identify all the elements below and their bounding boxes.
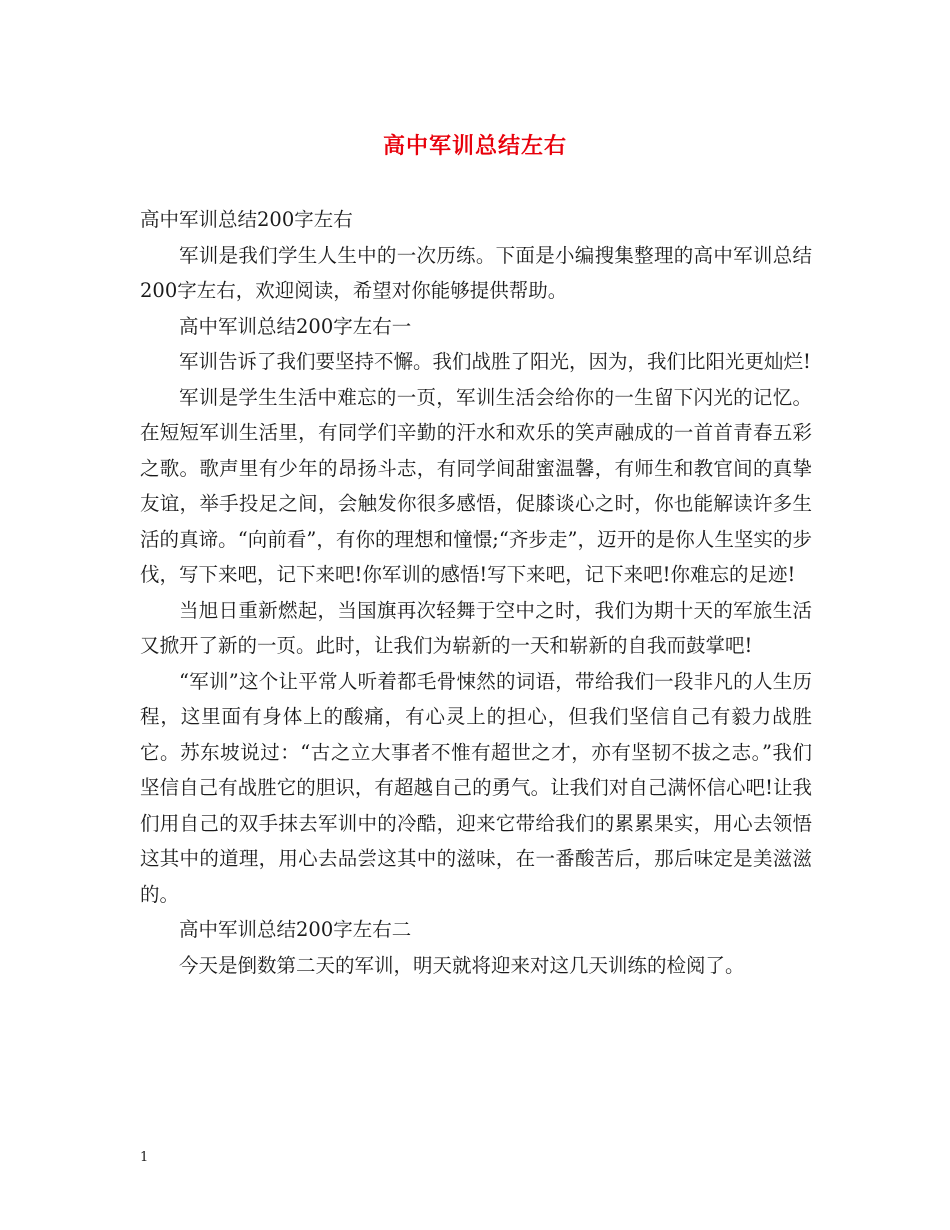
body-paragraph: 军训是学生生活中难忘的一页，军训生活会给你的一生留下闪光的记忆。在短短军训生活里，有同学们辛勤的汗水和欢乐的笑声融成的一首首青春五彩之歌。歌声里有少年的昂扬斗志，有同学间甜蜜温馨，有师生和教官间的真挚友谊，举手投足之间，会触发你很多感悟，促膝谈心之时，你也能解读许多生活的真谛。“向前看”，有你的理想和憧憬;“齐步走”，迈开的是你人生坚实的步伐，写下来吧，记下来吧!你军训的感悟!写下来吧，记下来吧!你难忘的足迹! [140, 385, 812, 586]
section-heading-one: 高中军训总结200字左右一 [179, 314, 412, 338]
body-paragraph: 当旭日重新燃起，当国旗再次轻舞于空中之时，我们为期十天的军旅生活又掀开了新的一页。此时，让我们为崭新的一天和崭新的自我而鼓掌吧! [140, 598, 812, 657]
body-paragraph: 军训告诉了我们要坚持不懈。我们战胜了阳光，因为，我们比阳光更灿烂! [179, 350, 811, 373]
intro-paragraph: 军训是我们学生人生中的一次历练。下面是小编搜集整理的高中军训总结200字左右，欢迎阅读，希望对你能够提供帮助。 [140, 243, 812, 302]
section-heading-two: 高中军训总结200字左右二 [179, 918, 412, 941]
body-paragraph: “军训”这个让平常人听着都毛骨悚然的词语，带给我们一段非凡的人生历程，这里面有身体上的酸痛，有心灵上的担心，但我们坚信自己有毅力战胜它。苏东坡说过：“古之立大事者不惟有超世之才，亦有坚韧不拔之志。”我们坚信自己有战胜它的胆识，有超越自己的勇气。让我们对自己满怀信心吧!让我们用自己的双手抹去军训中的冷酷，迎来它带给我们的累累果实，用心去领悟这其中的道理，用心去品尝这其中的滋味，在一番酸苦后，那后味定是美滋滋的。 [140, 669, 812, 906]
page-number: 1 [140, 1150, 149, 1165]
document-title: 高中军训总结左右 [382, 133, 567, 159]
document-body [140, 202, 812, 983]
subtitle-paragraph: 高中军训总结200字左右 [140, 208, 353, 231]
body-paragraph: 今天是倒数第二天的军训，明天就将迎来对这几天训练的检阅了。 [179, 953, 745, 977]
